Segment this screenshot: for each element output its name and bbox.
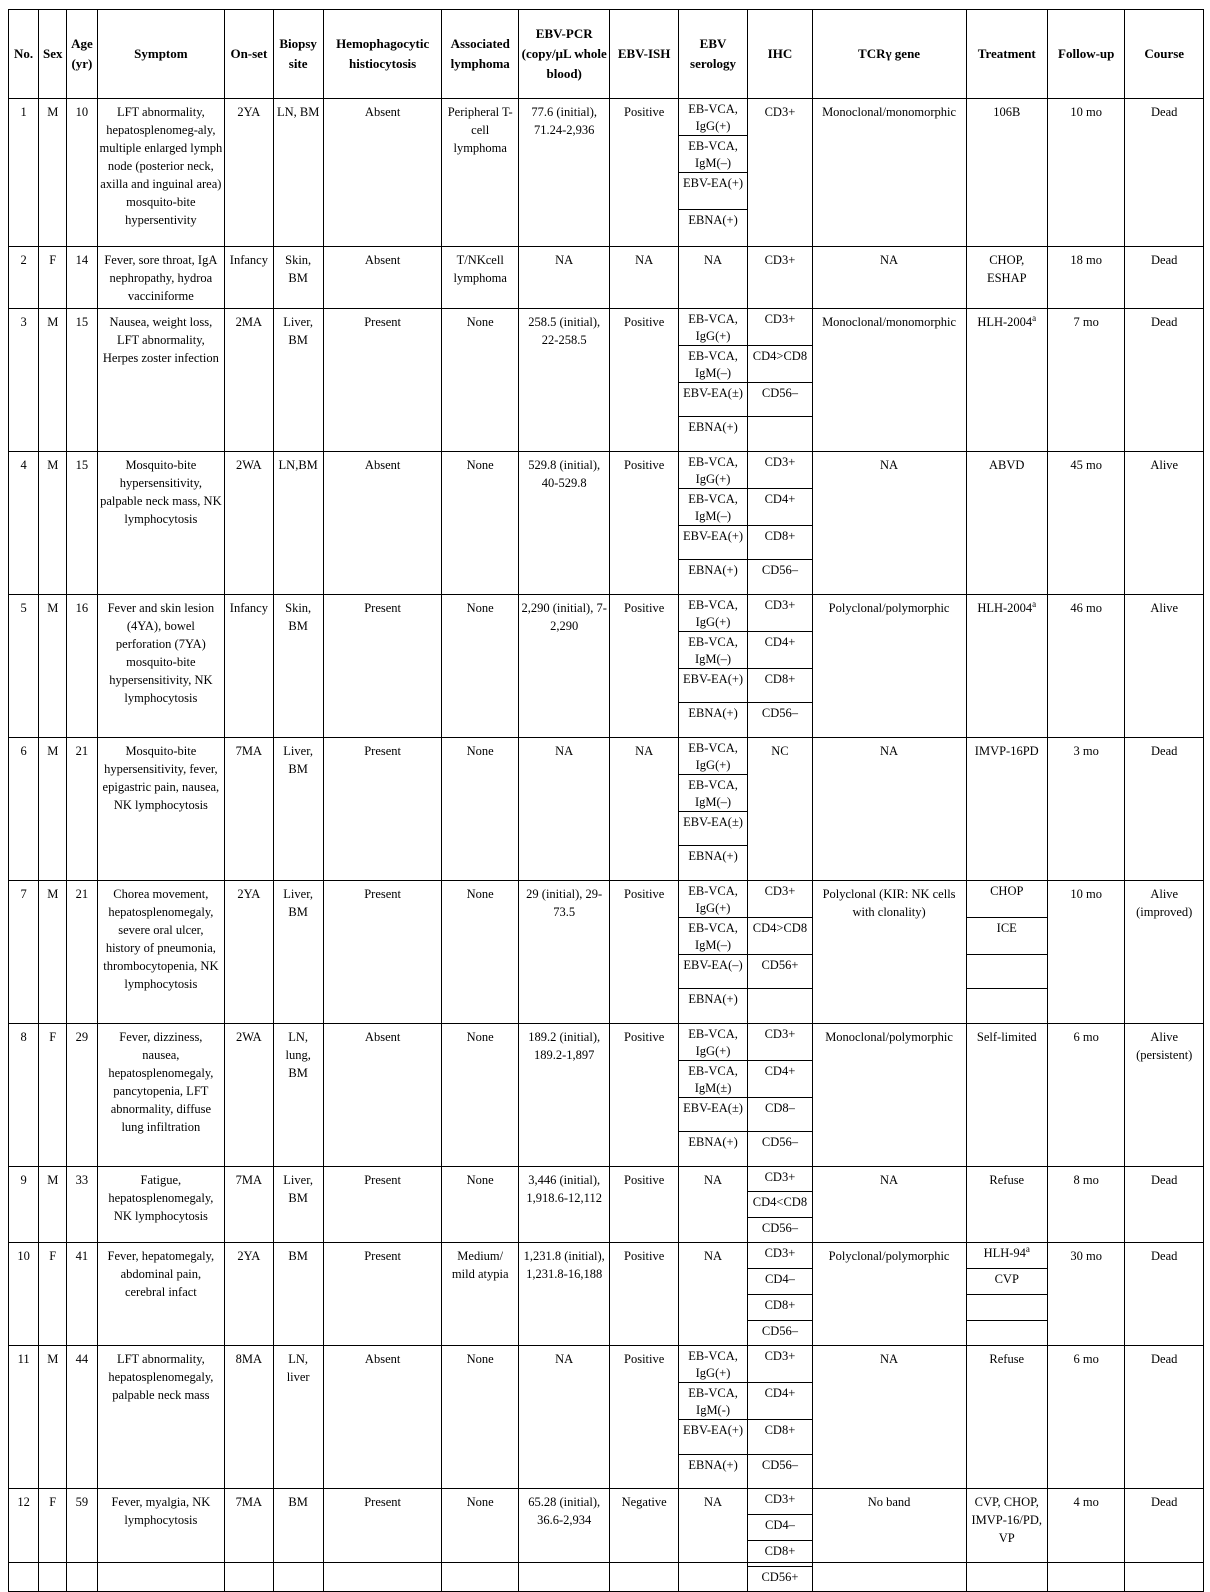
cell-treatment [966, 917, 1047, 954]
cell-ebv-ish: NA [610, 737, 678, 880]
cell-no: 7 [9, 880, 39, 1023]
cell-symptom: Fever and skin lesion (4YA), bowel perforation (7YA) mosquito-bite hypersensitivity, NK lymphocytosis [97, 594, 225, 737]
cell-follow-up: 8 mo [1047, 1166, 1124, 1243]
cell-ebv-serology: NA [678, 1243, 747, 1346]
header-hemophagocytic: Hemophagocytic histiocytosis [323, 10, 442, 99]
cell-follow-up: 6 mo [1047, 1346, 1124, 1489]
cell-ebv-serology: NA [678, 246, 747, 308]
table-row [9, 1346, 1204, 1383]
header-age: Age (yr) [67, 10, 97, 99]
cell-onset: Infancy [225, 594, 273, 737]
cell-hemophagocytic: Present [323, 308, 442, 451]
cell-ihc: CD3+ [748, 880, 812, 917]
cell-ebv-ish: Positive [610, 99, 678, 247]
cell-no: 10 [9, 1243, 39, 1346]
cell-hemophagocytic: Absent [323, 451, 442, 594]
cell-ebv-serology: EBV-EA(+) [678, 668, 747, 703]
cell-ihc: CD4– [748, 1269, 812, 1295]
treatment-text: Refuse [989, 1172, 1025, 1187]
cell-course: Alive (persistent) [1125, 1023, 1204, 1166]
cell-biopsy-site: Liver, BM [273, 880, 323, 1023]
cell-ebv-serology: EB-VCA, IgG(+) [678, 880, 747, 917]
cell-lymphoma: None [442, 737, 518, 880]
cell-ebv-serology: EB-VCA, IgM(–) [678, 488, 747, 525]
table-row [9, 1023, 1204, 1060]
cell-onset: 2MA [225, 308, 273, 451]
cell-ebv-pcr: 3,446 (initial), 1,918.6-12,112 [518, 1166, 610, 1243]
cell-tcr-gene: Monoclonal/monomorphic [812, 308, 966, 451]
cell-treatment [966, 1489, 1047, 1592]
table-row [9, 1489, 1204, 1515]
cell-onset: 2YA [225, 880, 273, 1023]
cell-tcr-gene: Polyclonal/polymorphic [812, 1243, 966, 1346]
cell-ebv-serology: EB-VCA, IgM(±) [678, 1060, 747, 1097]
cell-treatment [966, 1320, 1047, 1346]
cell-ebv-pcr: NA [518, 1346, 610, 1489]
cell-hemophagocytic: Absent [323, 1346, 442, 1489]
cell-treatment [966, 1023, 1047, 1166]
cell-ebv-serology: EBV-EA(+) [678, 525, 747, 560]
cell-symptom: Mosquito-bite hypersensitivity, fever, epigastric pain, nausea, NK lymphocytosis [97, 737, 225, 880]
cell-no: 9 [9, 1166, 39, 1243]
cell-ihc: CD4+ [748, 488, 812, 525]
cell-ebv-serology: EB-VCA, IgG(+) [678, 594, 747, 631]
cell-ihc: CD3+ [748, 308, 812, 345]
treatment-text: IMVP-16PD [974, 743, 1039, 758]
cell-ebv-serology: NA [678, 1166, 747, 1243]
cell-onset: 7MA [225, 1489, 273, 1592]
cell-ihc [748, 989, 812, 1024]
cell-ihc: CD8+ [748, 1294, 812, 1320]
cell-ebv-serology: NA [678, 1489, 747, 1592]
cell-ebv-ish: Positive [610, 308, 678, 451]
cell-biopsy-site: BM [273, 1489, 323, 1592]
cell-biopsy-site: LN,BM [273, 451, 323, 594]
cell-age: 41 [67, 1243, 97, 1346]
cell-follow-up: 3 mo [1047, 737, 1124, 880]
cell-ihc: CD3+ [748, 594, 812, 631]
cell-ebv-ish: Negative [610, 1489, 678, 1592]
cell-ebv-serology: EBNA(+) [678, 560, 747, 595]
cell-symptom: Chorea movement, hepatosplenomegaly, severe oral ulcer, history of pneumonia, thrombocytopenia, NK lymphocytosis [97, 880, 225, 1023]
cell-hemophagocytic: Absent [323, 99, 442, 247]
cell-biopsy-site: BM [273, 1243, 323, 1346]
cell-ebv-serology: EBV-EA(+) [678, 1420, 747, 1455]
cell-ihc: CD8+ [748, 668, 812, 703]
treatment-text: Self-limited [976, 1029, 1037, 1044]
treatment-text: ICE [996, 920, 1017, 935]
cell-treatment [966, 1294, 1047, 1320]
cell-lymphoma: None [442, 451, 518, 594]
cell-hemophagocytic: Present [323, 880, 442, 1023]
cell-ebv-serology: EB-VCA, IgM(–) [678, 136, 747, 173]
cell-ebv-serology: EBV-EA(+) [678, 173, 747, 210]
treatment-text: CVP [994, 1272, 1019, 1287]
cell-tcr-gene: NA [812, 451, 966, 594]
treatment-footnote-marker: a [1032, 598, 1037, 609]
cell-treatment [966, 989, 1047, 1024]
cell-lymphoma: T/NKcell lymphoma [442, 246, 518, 308]
cell-age: 44 [67, 1346, 97, 1489]
cell-age: 21 [67, 880, 97, 1023]
cell-lymphoma: None [442, 1023, 518, 1166]
cell-lymphoma: Medium/ mild atypia [442, 1243, 518, 1346]
cell-lymphoma: None [442, 1346, 518, 1489]
cell-age: 59 [67, 1489, 97, 1592]
cell-course: Dead [1125, 1346, 1204, 1489]
cell-ihc: CD4+ [748, 1383, 812, 1420]
table-body [9, 99, 1204, 1592]
treatment-text: Refuse [989, 1352, 1025, 1367]
header-course: Course [1125, 10, 1204, 99]
cell-ebv-serology: EB-VCA, IgM(–) [678, 345, 747, 382]
cell-biopsy-site: LN, lung, BM [273, 1023, 323, 1166]
cell-sex: M [39, 594, 67, 737]
header-onset: On-set [225, 10, 273, 99]
cell-hemophagocytic: Absent [323, 246, 442, 308]
header-ihc: IHC [748, 10, 812, 99]
cell-ihc: NC [748, 737, 812, 880]
cell-ebv-pcr: 258.5 (initial), 22-258.5 [518, 308, 610, 451]
header-ebv-ish: EBV-ISH [610, 10, 678, 99]
table-row [9, 1166, 1204, 1192]
treatment-text: 106B [993, 105, 1021, 119]
cell-ebv-serology: EBNA(+) [678, 846, 747, 881]
cell-ebv-ish: Positive [610, 451, 678, 594]
cell-ihc: CD4+ [748, 1060, 812, 1097]
cell-ihc: CD4>CD8 [748, 917, 812, 954]
cell-ebv-pcr: 65.28 (initial), 36.6-2,934 [518, 1489, 610, 1592]
cell-ebv-ish: Positive [610, 880, 678, 1023]
cell-onset: 2WA [225, 1023, 273, 1166]
cell-ebv-pcr: NA [518, 737, 610, 880]
table-row [9, 1243, 1204, 1269]
cell-symptom: Nausea, weight loss, LFT abnormality, Herpes zoster infection [97, 308, 225, 451]
cell-ihc: CD3+ [748, 1489, 812, 1515]
cell-ihc: CD56– [748, 1217, 812, 1243]
cell-treatment [966, 99, 1047, 247]
cell-sex: F [39, 1243, 67, 1346]
table-row [9, 594, 1204, 631]
cell-follow-up: 18 mo [1047, 246, 1124, 308]
cell-ihc: CD56– [748, 382, 812, 417]
cell-ebv-ish: NA [610, 246, 678, 308]
cell-ihc: CD3+ [748, 451, 812, 488]
cell-lymphoma: None [442, 1489, 518, 1592]
cell-treatment [966, 246, 1047, 308]
cell-ihc: CD56– [748, 1454, 812, 1489]
cell-symptom: Mosquito-bite hypersensitivity, palpable neck mass, NK lymphocytosis [97, 451, 225, 594]
cell-ebv-serology: EB-VCA, IgG(+) [678, 451, 747, 488]
cell-tcr-gene: Polyclonal/polymorphic [812, 594, 966, 737]
table-header [9, 10, 1204, 99]
cell-biopsy-site: Skin, BM [273, 246, 323, 308]
cell-ebv-ish: Positive [610, 1166, 678, 1243]
cell-ihc: CD4<CD8 [748, 1192, 812, 1218]
cell-follow-up: 10 mo [1047, 880, 1124, 1023]
cell-ebv-serology: EBV-EA(±) [678, 382, 747, 417]
cell-ihc: CD56+ [748, 1566, 812, 1592]
cell-treatment [966, 737, 1047, 880]
cell-ebv-serology: EB-VCA, IgM(–) [678, 774, 747, 811]
cell-ebv-serology: EBNA(+) [678, 1132, 747, 1167]
cell-biopsy-site: Skin, BM [273, 594, 323, 737]
cell-ihc: CD8+ [748, 525, 812, 560]
cell-age: 15 [67, 451, 97, 594]
cell-biopsy-site: LN, BM [273, 99, 323, 247]
table-bottom-rule [8, 1562, 1204, 1563]
cell-follow-up: 4 mo [1047, 1489, 1124, 1592]
cell-treatment [966, 880, 1047, 917]
table-row [9, 737, 1204, 774]
cell-lymphoma: None [442, 1166, 518, 1243]
cell-symptom: LFT abnormality, hepatosplenomeg-aly, multiple enlarged lymph node (posterior neck, axilla and inguinal area) mosquito-bite hypersentivity [97, 99, 225, 247]
cell-follow-up: 7 mo [1047, 308, 1124, 451]
cell-course: Dead [1125, 246, 1204, 308]
cell-no: 6 [9, 737, 39, 880]
cell-age: 16 [67, 594, 97, 737]
cell-symptom: Fever, dizziness, nausea, hepatosplenomegaly, pancytopenia, LFT abnormality, diffuse lung infiltration [97, 1023, 225, 1166]
cell-hemophagocytic: Present [323, 1489, 442, 1592]
cell-ebv-pcr: 1,231.8 (initial), 1,231.8-16,188 [518, 1243, 610, 1346]
cell-ihc: CD56– [748, 703, 812, 738]
cell-ihc: CD3+ [748, 1243, 812, 1269]
treatment-footnote-marker: a [1032, 312, 1037, 323]
cell-sex: M [39, 1166, 67, 1243]
treatment-text: CVP, CHOP, IMVP-16/PD, VP [971, 1495, 1042, 1546]
cell-tcr-gene: Monoclonal/polymorphic [812, 1023, 966, 1166]
cell-onset: 8MA [225, 1346, 273, 1489]
cell-ebv-serology: EB-VCA, IgG(+) [678, 1346, 747, 1383]
cell-symptom: Fever, hepatomegaly, abdominal pain, cerebral infact [97, 1243, 225, 1346]
cell-ebv-serology: EB-VCA, IgG(+) [678, 99, 747, 136]
cell-age: 15 [67, 308, 97, 451]
cell-ebv-serology: EB-VCA, IgM(–) [678, 631, 747, 668]
cell-ebv-serology: EB-VCA, IgM(–) [678, 917, 747, 954]
cell-sex: M [39, 880, 67, 1023]
cell-ihc: CD56– [748, 560, 812, 595]
cell-follow-up: 46 mo [1047, 594, 1124, 737]
treatment-text: HLH-94 [983, 1246, 1026, 1261]
cell-course: Dead [1125, 1166, 1204, 1243]
cell-ebv-pcr: 189.2 (initial), 189.2-1,897 [518, 1023, 610, 1166]
cell-ebv-ish: Positive [610, 594, 678, 737]
cell-ihc: CD3+ [748, 1166, 812, 1192]
treatment-text: CHOP [990, 883, 1024, 898]
cell-hemophagocytic: Present [323, 737, 442, 880]
cell-course: Alive (improved) [1125, 880, 1204, 1023]
cell-treatment [966, 594, 1047, 737]
cell-ebv-pcr: 529.8 (initial), 40-529.8 [518, 451, 610, 594]
cell-course: Alive [1125, 594, 1204, 737]
cell-tcr-gene: NA [812, 1166, 966, 1243]
cell-ihc: CD3+ [748, 99, 812, 247]
cell-hemophagocytic: Present [323, 594, 442, 737]
cell-ebv-serology: EBV-EA(–) [678, 954, 747, 989]
treatment-text: ABVD [989, 457, 1025, 472]
cell-ihc: CD8– [748, 1097, 812, 1132]
cell-hemophagocytic: Present [323, 1243, 442, 1346]
cell-ihc: CD3+ [748, 1346, 812, 1383]
cell-ebv-serology: EB-VCA, IgG(+) [678, 308, 747, 345]
cell-tcr-gene: NA [812, 737, 966, 880]
cell-sex: F [39, 1489, 67, 1592]
cell-age: 29 [67, 1023, 97, 1166]
cell-treatment [966, 954, 1047, 989]
cell-course: Dead [1125, 1489, 1204, 1592]
cell-no: 3 [9, 308, 39, 451]
cell-tcr-gene: NA [812, 1346, 966, 1489]
cell-no: 5 [9, 594, 39, 737]
cell-ihc: CD3+ [748, 246, 812, 308]
cell-onset: 2YA [225, 99, 273, 247]
header-symptom: Symptom [97, 10, 225, 99]
cell-lymphoma: None [442, 308, 518, 451]
header-treatment: Treatment [966, 10, 1047, 99]
treatment-text: HLH-2004 [977, 600, 1033, 615]
cell-ihc: CD3+ [748, 1023, 812, 1060]
cell-lymphoma: None [442, 594, 518, 737]
header-no: No. [9, 10, 39, 99]
cell-ebv-ish: Positive [610, 1023, 678, 1166]
cell-ebv-pcr: 2,290 (initial), 7-2,290 [518, 594, 610, 737]
cell-tcr-gene: Polyclonal (KIR: NK cells with clonality) [812, 880, 966, 1023]
header-sex: Sex [39, 10, 67, 99]
cell-symptom: Fatigue, hepatosplenomegaly, NK lymphocytosis [97, 1166, 225, 1243]
cell-sex: F [39, 246, 67, 308]
cell-biopsy-site: Liver, BM [273, 1166, 323, 1243]
cell-sex: M [39, 99, 67, 247]
cell-follow-up: 10 mo [1047, 99, 1124, 247]
cell-ebv-serology: EBNA(+) [678, 703, 747, 738]
cell-age: 33 [67, 1166, 97, 1243]
cell-treatment [966, 308, 1047, 451]
cell-ebv-serology: EBV-EA(±) [678, 1097, 747, 1132]
treatment-text: CHOP, ESHAP [986, 252, 1027, 285]
cell-ebv-pcr: 29 (initial), 29-73.5 [518, 880, 610, 1023]
clinical-table [8, 9, 1204, 1592]
cell-ebv-ish: Positive [610, 1243, 678, 1346]
cell-ihc [748, 417, 812, 452]
cell-onset: 2WA [225, 451, 273, 594]
cell-hemophagocytic: Absent [323, 1023, 442, 1166]
header-tcr-gene: TCRγ gene [812, 10, 966, 99]
cell-hemophagocytic: Present [323, 1166, 442, 1243]
cell-ihc: CD56– [748, 1132, 812, 1167]
cell-sex: M [39, 308, 67, 451]
cell-ebv-serology: EB-VCA, IgG(+) [678, 1023, 747, 1060]
cell-ebv-serology: EB-VCA, IgM(-) [678, 1383, 747, 1420]
cell-ihc: CD4+ [748, 631, 812, 668]
cell-course: Dead [1125, 737, 1204, 880]
cell-no: 2 [9, 246, 39, 308]
cell-treatment [966, 1346, 1047, 1489]
cell-ebv-serology: EBNA(+) [678, 209, 747, 246]
cell-treatment [966, 1166, 1047, 1243]
cell-no: 12 [9, 1489, 39, 1592]
table-row [9, 880, 1204, 917]
cell-no: 8 [9, 1023, 39, 1166]
cell-age: 10 [67, 99, 97, 247]
treatment-footnote-marker: a [1025, 1244, 1030, 1255]
header-lymphoma: Associated lymphoma [442, 10, 518, 99]
cell-lymphoma: None [442, 880, 518, 1023]
cell-sex: M [39, 737, 67, 880]
table-row [9, 308, 1204, 345]
cell-onset: 2YA [225, 1243, 273, 1346]
cell-symptom: Fever, sore throat, IgA nephropathy, hydroa vacciniforme [97, 246, 225, 308]
cell-ebv-ish: Positive [610, 1346, 678, 1489]
cell-no: 4 [9, 451, 39, 594]
cell-age: 21 [67, 737, 97, 880]
cell-biopsy-site: Liver, BM [273, 737, 323, 880]
cell-ebv-serology: EBNA(+) [678, 1454, 747, 1489]
header-follow-up: Follow-up [1047, 10, 1124, 99]
cell-onset: 7MA [225, 737, 273, 880]
cell-ihc: CD56+ [748, 954, 812, 989]
cell-ebv-pcr: 77.6 (initial), 71.24-2,936 [518, 99, 610, 247]
cell-lymphoma: Peripheral T-cell lymphoma [442, 99, 518, 247]
header-row [9, 10, 1204, 99]
table-row [9, 246, 1204, 308]
cell-course: Dead [1125, 99, 1204, 247]
cell-tcr-gene: Monoclonal/monomorphic [812, 99, 966, 247]
cell-ihc: CD4– [748, 1515, 812, 1541]
cell-follow-up: 6 mo [1047, 1023, 1124, 1166]
cell-sex: M [39, 451, 67, 594]
cell-ihc: CD8+ [748, 1540, 812, 1566]
cell-treatment [966, 451, 1047, 594]
table-row [9, 99, 1204, 136]
cell-follow-up: 30 mo [1047, 1243, 1124, 1346]
header-ebv-serology: EBV serology [678, 10, 747, 99]
cell-onset: 7MA [225, 1166, 273, 1243]
cell-treatment [966, 1269, 1047, 1295]
header-biopsy-site: Biopsy site [273, 10, 323, 99]
cell-age: 14 [67, 246, 97, 308]
cell-ihc: CD56– [748, 1320, 812, 1346]
cell-ihc: CD8+ [748, 1420, 812, 1455]
cell-symptom: LFT abnormality, hepatosplenomegaly, palpable neck mass [97, 1346, 225, 1489]
cell-biopsy-site: LN, liver [273, 1346, 323, 1489]
cell-ebv-serology: EB-VCA, IgG(+) [678, 737, 747, 774]
cell-tcr-gene: NA [812, 246, 966, 308]
cell-tcr-gene: No band [812, 1489, 966, 1592]
cell-sex: M [39, 1346, 67, 1489]
cell-course: Dead [1125, 308, 1204, 451]
header-ebv-pcr: EBV-PCR (copy/µL whole blood) [518, 10, 610, 99]
cell-follow-up: 45 mo [1047, 451, 1124, 594]
cell-sex: F [39, 1023, 67, 1166]
cell-course: Alive [1125, 451, 1204, 594]
cell-ebv-serology: EBNA(+) [678, 417, 747, 452]
cell-course: Dead [1125, 1243, 1204, 1346]
cell-no: 1 [9, 99, 39, 247]
table-row [9, 451, 1204, 488]
cell-ebv-pcr: NA [518, 246, 610, 308]
cell-ebv-serology: EBNA(+) [678, 989, 747, 1024]
cell-onset: Infancy [225, 246, 273, 308]
cell-treatment [966, 1243, 1047, 1269]
treatment-text: HLH-2004 [977, 314, 1033, 329]
cell-no: 11 [9, 1346, 39, 1489]
cell-symptom: Fever, myalgia, NK lymphocytosis [97, 1489, 225, 1592]
cell-ebv-serology: EBV-EA(±) [678, 811, 747, 846]
cell-ihc: CD4>CD8 [748, 345, 812, 382]
cell-biopsy-site: Liver, BM [273, 308, 323, 451]
